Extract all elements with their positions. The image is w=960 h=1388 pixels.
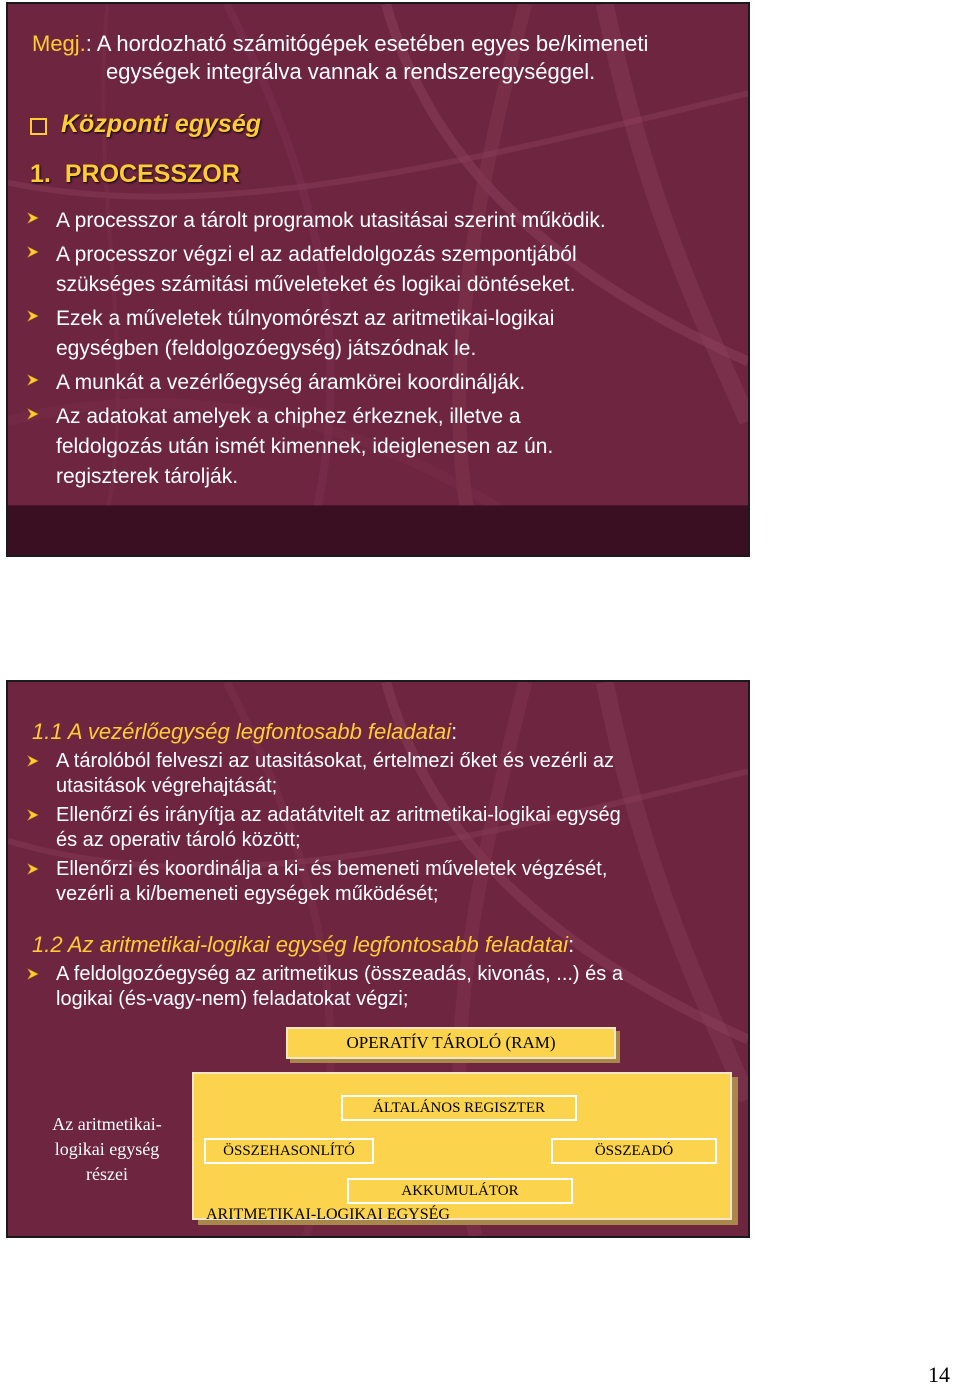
arrow-bullet-icon: [26, 967, 40, 981]
accumulator-box: AKKUMULÁTOR: [347, 1178, 573, 1204]
arrow-bullet-icon: [26, 862, 40, 876]
processor-section-title: 1. PROCESSZOR: [30, 160, 240, 188]
adder-box: ÖSSZEADÓ: [551, 1138, 717, 1164]
bullet-line: feldolgozás után ismét kimennek, ideiglenesen az ún.: [56, 435, 554, 458]
alu-box-label: ARITMETIKAI-LOGIKAI EGYSÉG: [206, 1206, 450, 1223]
slide-control-and-alu: [6, 680, 750, 1238]
control-unit-subtitle: 1.1 A vezérlőegység legfontosabb feladatai:: [32, 719, 458, 744]
bullet-line: és az operativ tároló között;: [56, 829, 301, 851]
bullet-line: Ellenőrzi és koordinálja a ki- és bemeneti műveletek végzését,: [56, 858, 608, 880]
note-line-2: egységek integrálva vannak a rendszeregységgel.: [106, 59, 596, 84]
bullet-line: logikai (és-vagy-nem) feladatokat végzi;: [56, 988, 409, 1010]
bullet-line: A feldolgozóegység az aritmetikus (összeadás, kivonás, ...) és a: [56, 963, 623, 985]
bullet-line: Ezek a műveletek túlnyomórészt az aritmetikai-logikai: [56, 307, 555, 330]
alu-subtitle: 1.2 Az aritmetikai-logikai egység legfontosabb feladatai:: [32, 932, 575, 957]
bullet-line: egységben (feldolgozóegység) játszódnak le.: [56, 337, 477, 360]
bullet-line: utasitások végrehajtását;: [56, 775, 278, 797]
arrow-bullet-icon: [26, 211, 40, 225]
comparator-box: ÖSSZEHASONLÍTÓ: [204, 1138, 374, 1164]
ram-box: OPERATÍV TÁROLÓ (RAM): [286, 1027, 616, 1059]
bullet-line: vezérli a ki/bemeneti egységek működését;: [56, 883, 439, 905]
bullet-line: Az adatokat amelyek a chiphez érkeznek, illetve a: [56, 405, 521, 428]
bullet-line: A processzor a tárolt programok utasitásai szerint működik.: [56, 209, 606, 232]
arrow-bullet-icon: [26, 407, 40, 421]
bullet-line: A tárolóból felveszi az utasitásokat, értelmezi őket és vezérli az: [56, 750, 615, 772]
general-register-box: ÁLTALÁNOS REGISZTER: [341, 1095, 577, 1121]
slide-processzor: [6, 2, 750, 557]
arrow-bullet-icon: [26, 808, 40, 822]
bullet-line: Ellenőrzi és irányítja az adatátvitelt az aritmetikai-logikai egység: [56, 804, 621, 826]
alu-parts-label: Az aritmetikai- logikai egység részei: [52, 1114, 162, 1184]
note-line-1: Megj.: A hordozható számitógépek esetében egyes be/kimeneti: [32, 31, 649, 56]
central-unit-heading: Központi egység: [30, 110, 261, 144]
arrow-bullet-icon: [26, 373, 40, 387]
arrow-bullet-icon: [26, 309, 40, 323]
bullet-line: A munkát a vezérlőegység áramkörei koordinálják.: [56, 371, 526, 394]
bullet-line: A processzor végzi el az adatfeldolgozás szempontjából: [56, 243, 577, 266]
page-number: 14: [928, 1362, 950, 1387]
bullet-line: regiszterek tárolják.: [56, 465, 239, 488]
bullet-line: szükséges számitási műveleteket és logikai döntéseket.: [56, 273, 576, 296]
checkbox-bullet-icon: [30, 118, 47, 135]
arrow-bullet-icon: [26, 245, 40, 259]
arrow-bullet-icon: [26, 754, 40, 768]
